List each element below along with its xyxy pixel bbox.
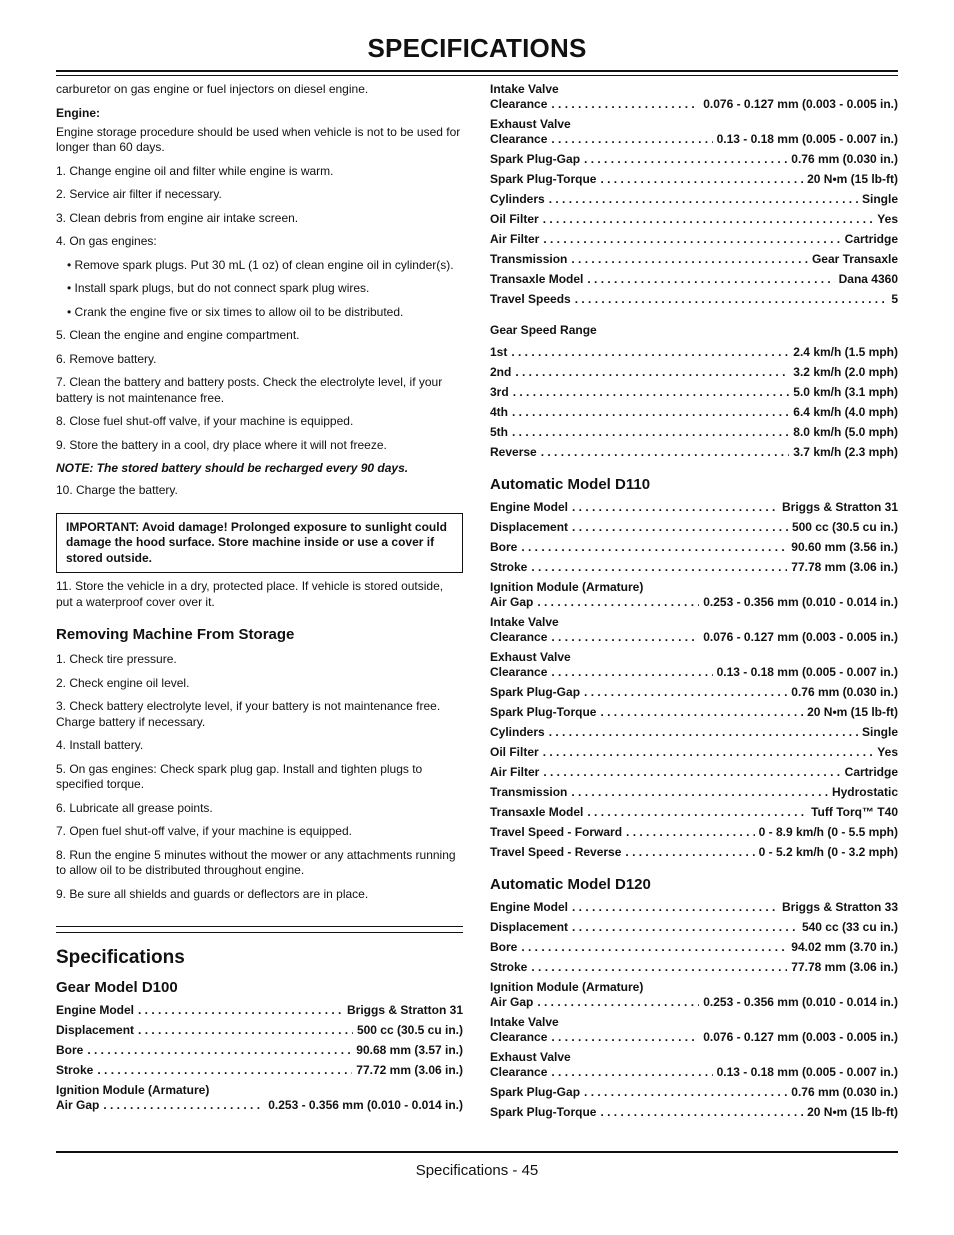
footer-rule: [56, 1151, 898, 1153]
battery-note: NOTE: The stored battery should be recharged every 90 days.: [56, 461, 409, 475]
gear-row: [490, 445, 898, 460]
leader-dots: [537, 595, 699, 610]
spec-row: [490, 1105, 898, 1120]
spec-label: Reverse: [490, 445, 537, 459]
spec-row: [490, 252, 898, 267]
page-title: SPECIFICATIONS: [367, 33, 587, 63]
removing-heading: Removing Machine From Storage: [56, 626, 295, 643]
spec-row: [490, 745, 898, 760]
spec-row: [490, 172, 898, 187]
spec-value: 20 N•m (15 lb-ft): [807, 705, 898, 719]
leader-dots: [600, 172, 803, 187]
spec-value: 0.253 - 0.356 mm (0.010 - 0.014 in.): [703, 995, 898, 1009]
spec-value: Tuff Torq™ T40: [811, 805, 898, 819]
right-column: [490, 82, 898, 1125]
spec-row-two-line: [490, 1015, 898, 1045]
spec-label: Cylinders: [490, 725, 545, 739]
spec-value: Hydrostatic: [831, 785, 898, 799]
spec-row: [490, 765, 898, 780]
gear-row: [490, 385, 898, 400]
spec-value: 0 - 8.9 km/h (0 - 5.5 mph): [758, 825, 898, 839]
spec-value: 3.7 km/h (2.3 mph): [793, 445, 898, 459]
spec-value: 90.60 mm (3.56 in.): [791, 540, 898, 554]
page-footer: Specifications - 45: [415, 1162, 539, 1179]
spec-value: 0.253 - 0.356 mm (0.010 - 0.014 in.): [268, 1098, 463, 1112]
leader-dots: [531, 560, 787, 575]
spec-row-two-line: [490, 650, 898, 680]
spec-value: Gear Transaxle: [811, 252, 898, 266]
spec-value: Cartridge: [844, 765, 898, 779]
spec-label: Travel Speeds: [490, 292, 571, 306]
leader-dots: [103, 1098, 264, 1113]
spec-value: 77.72 mm (3.06 in.): [356, 1063, 463, 1077]
leader-dots: [587, 272, 834, 287]
spec-label: Air Gap: [56, 1098, 100, 1112]
spec-label-top: Intake Valve: [490, 1015, 559, 1029]
spec-value: 0.076 - 0.127 mm (0.003 - 0.005 in.): [703, 97, 898, 111]
spec-label: Stroke: [56, 1063, 94, 1077]
spec-value: Dana 4360: [838, 272, 898, 286]
bullet-item: • Remove spark plugs. Put 30 mL (1 oz) of clean engine oil in cylinder(s).: [67, 257, 454, 272]
spec-row: [490, 920, 898, 935]
spec-row: [56, 1063, 463, 1078]
d100-heading: Gear Model D100: [56, 979, 178, 996]
leader-dots: [587, 805, 807, 820]
spec-value: 20 N•m (15 lb-ft): [807, 172, 898, 186]
leader-dots: [584, 1085, 787, 1100]
leader-dots: [572, 520, 788, 535]
spec-value: 20 N•m (15 lb-ft): [807, 1105, 898, 1119]
spec-label: Spark Plug-Torque: [490, 705, 597, 719]
spec-row: [490, 540, 898, 555]
spec-row: [490, 500, 898, 515]
spec-label: Spark Plug-Gap: [490, 1085, 581, 1099]
spec-row: [490, 560, 898, 575]
spec-label: Air Gap: [490, 995, 534, 1009]
storage-step: 10. Charge the battery.: [56, 483, 178, 497]
spec-value: 3.2 km/h (2.0 mph): [793, 365, 898, 379]
leader-dots: [521, 540, 787, 555]
spec-label: Oil Filter: [490, 745, 539, 759]
spec-row: [490, 825, 898, 840]
spec-value: 0.13 - 0.18 mm (0.005 - 0.007 in.): [716, 132, 898, 146]
removing-step: 3. Check battery electrolyte level, if your battery is not maintenance free. Charge battery if necessary.: [56, 699, 441, 729]
spec-row: [490, 705, 898, 720]
gear-range-heading: Gear Speed Range: [490, 323, 597, 337]
removing-step: 2. Check engine oil level.: [56, 675, 190, 690]
removing-step: 6. Lubricate all grease points.: [56, 800, 213, 815]
spec-label: 3rd: [490, 385, 509, 399]
leader-dots: [511, 345, 789, 360]
storage-step: 8. Close fuel shut-off valve, if your machine is equipped.: [56, 414, 354, 428]
spec-label: Stroke: [490, 960, 528, 974]
spec-row: [490, 940, 898, 955]
leader-dots: [551, 97, 699, 112]
left-column: [56, 82, 463, 1118]
d120-heading: Automatic Model D120: [490, 876, 651, 893]
spec-label: Spark Plug-Gap: [490, 685, 581, 699]
spec-label: Spark Plug-Torque: [490, 172, 597, 186]
spec-label-top: Ignition Module (Armature): [56, 1083, 210, 1097]
leader-dots: [543, 765, 840, 780]
leader-dots: [515, 365, 789, 380]
leader-dots: [551, 132, 712, 147]
leader-dots: [575, 292, 888, 307]
leader-dots: [549, 192, 858, 207]
spec-value: Single: [861, 192, 898, 206]
spec-value: 500 cc (30.5 cu in.): [356, 1023, 463, 1037]
spec-row-two-line: [490, 82, 898, 112]
removing-step: 4. Install battery.: [56, 738, 144, 752]
leader-dots: [572, 900, 778, 915]
spec-value: 0.076 - 0.127 mm (0.003 - 0.005 in.): [703, 630, 898, 644]
engine-text: Engine storage procedure should be used when vehicle is not to be used for longer than 60 days.: [56, 124, 461, 154]
leader-dots: [543, 232, 840, 247]
storage-step: 7. Clean the battery and battery posts. Check the electrolyte level, if your battery is not maintenance free.: [56, 375, 443, 405]
spec-value: 2.4 km/h (1.5 mph): [793, 345, 898, 359]
spec-label: Spark Plug-Gap: [490, 152, 581, 166]
spec-label: 2nd: [490, 365, 512, 379]
spec-row: [490, 845, 898, 860]
leader-dots: [572, 920, 798, 935]
leader-dots: [584, 152, 787, 167]
spec-label: Bore: [490, 540, 518, 554]
spec-label-top: Exhaust Valve: [490, 117, 571, 131]
spec-row: [490, 685, 898, 700]
spec-label: Spark Plug-Torque: [490, 1105, 597, 1119]
spec-value: Single: [861, 725, 898, 739]
spec-row: [490, 960, 898, 975]
spec-label: Clearance: [490, 630, 548, 644]
header-rule-thin: [56, 75, 898, 76]
spec-row: [490, 1085, 898, 1100]
spec-row: [490, 192, 898, 207]
spec-label: Air Gap: [490, 595, 534, 609]
leader-dots: [543, 212, 874, 227]
spec-value: 0.13 - 0.18 mm (0.005 - 0.007 in.): [716, 1065, 898, 1079]
spec-label: Cylinders: [490, 192, 545, 206]
storage-step: 11. Store the vehicle in a dry, protected place. If vehicle is stored outside, put a waterproof cover over it.: [56, 579, 444, 609]
removing-step: 1. Check tire pressure.: [56, 652, 177, 666]
spec-value: Cartridge: [844, 232, 898, 246]
leader-dots: [584, 685, 787, 700]
leader-dots: [541, 445, 790, 460]
leader-dots: [521, 940, 787, 955]
spec-label: Clearance: [490, 1030, 548, 1044]
spec-row: [490, 232, 898, 247]
spec-row: [490, 520, 898, 535]
leader-dots: [537, 995, 699, 1010]
spec-label-top: Ignition Module (Armature): [490, 980, 644, 994]
spec-value: Yes: [877, 212, 898, 226]
spec-value: 6.4 km/h (4.0 mph): [793, 405, 898, 419]
spec-value: 5: [891, 292, 898, 306]
leader-dots: [600, 705, 803, 720]
spec-label-top: Intake Valve: [490, 615, 559, 629]
spec-label: 1st: [490, 345, 508, 359]
spec-value: 90.68 mm (3.57 in.): [356, 1043, 463, 1057]
spec-label: Engine Model: [56, 1003, 134, 1017]
spec-row: [490, 725, 898, 740]
storage-step: 2. Service air filter if necessary.: [56, 187, 222, 201]
spec-value: 0.13 - 0.18 mm (0.005 - 0.007 in.): [716, 665, 898, 679]
engine-label: Engine:: [56, 105, 100, 120]
spec-value: 5.0 km/h (3.1 mph): [793, 385, 898, 399]
spec-label: Bore: [490, 940, 518, 954]
storage-step: 1. Change engine oil and filter while engine is warm.: [56, 163, 334, 178]
spec-value: 0.76 mm (0.030 in.): [791, 152, 898, 166]
spec-label-top: Exhaust Valve: [490, 650, 571, 664]
spec-row: [490, 785, 898, 800]
spec-row-two-line: [56, 1083, 463, 1113]
removing-step: 7. Open fuel shut-off valve, if your machine is equipped.: [56, 824, 352, 838]
spec-label: Engine Model: [490, 500, 568, 514]
leader-dots: [551, 1030, 699, 1045]
spec-label: Transaxle Model: [490, 805, 584, 819]
gear-row: [490, 365, 898, 380]
leader-dots: [551, 1065, 712, 1080]
spec-label: Bore: [56, 1043, 84, 1057]
spec-label: Clearance: [490, 132, 548, 146]
spec-value: 0.076 - 0.127 mm (0.003 - 0.005 in.): [703, 1030, 898, 1044]
leader-dots: [572, 500, 778, 515]
spec-label: Travel Speed - Reverse: [490, 845, 622, 859]
spec-value: Briggs & Stratton 33: [781, 900, 898, 914]
leader-dots: [138, 1023, 353, 1038]
spec-label: Transmission: [490, 785, 568, 799]
storage-step: 4. On gas engines:: [56, 234, 157, 248]
spec-row-two-line: [490, 1050, 898, 1080]
spec-row-two-line: [490, 117, 898, 147]
storage-step: 9. Store the battery in a cool, dry place where it will not freeze.: [56, 437, 387, 452]
specifications-heading: Specifications: [56, 947, 185, 968]
spec-value: 94.02 mm (3.70 in.): [791, 940, 898, 954]
spec-value: 540 cc (33 cu in.): [801, 920, 898, 934]
leader-dots: [531, 960, 787, 975]
gear-row: [490, 425, 898, 440]
storage-step: 5. Clean the engine and engine compartment.: [56, 328, 300, 342]
storage-step: 3. Clean debris from engine air intake screen.: [56, 210, 299, 225]
spec-value: Briggs & Stratton 31: [781, 500, 898, 514]
spec-row-two-line: [490, 615, 898, 645]
spec-row: [490, 152, 898, 167]
spec-label-top: Ignition Module (Armature): [490, 580, 644, 594]
gear-row: [490, 345, 898, 360]
bullet-item: • Crank the engine five or six times to allow oil to be distributed.: [67, 304, 404, 319]
section-divider: [56, 926, 463, 933]
leader-dots: [551, 665, 712, 680]
gear-row: [490, 405, 898, 420]
spec-row: [490, 272, 898, 287]
bullet-item: • Install spark plugs, but do not connect spark plug wires.: [67, 281, 370, 295]
d110-heading: Automatic Model D110: [490, 476, 651, 493]
leader-dots: [571, 785, 828, 800]
spec-label-top: Intake Valve: [490, 82, 559, 96]
spec-value: 0.253 - 0.356 mm (0.010 - 0.014 in.): [703, 595, 898, 609]
spec-label: Displacement: [490, 920, 569, 934]
removing-step: 8. Run the engine 5 minutes without the mower or any attachments running to allow oil to be distributed throughout engine.: [56, 847, 456, 877]
spec-row: [56, 1023, 463, 1038]
spec-label: 5th: [490, 425, 508, 439]
leader-dots: [625, 845, 754, 860]
leader-dots: [512, 425, 789, 440]
spec-row: [490, 900, 898, 915]
spec-row-two-line: [490, 580, 898, 610]
important-box: IMPORTANT: Avoid damage! Prolonged exposure to sunlight could damage the hood surface. Store machine inside or use a cover if stored outside.: [56, 513, 463, 574]
intro-text: carburetor on gas engine or fuel injectors on diesel engine.: [56, 82, 369, 96]
leader-dots: [97, 1063, 352, 1078]
leader-dots: [138, 1003, 343, 1018]
leader-dots: [551, 630, 699, 645]
spec-label: Engine Model: [490, 900, 568, 914]
spec-label: Displacement: [490, 520, 569, 534]
spec-value: 0 - 5.2 km/h (0 - 3.2 mph): [758, 845, 898, 859]
removing-step: 5. On gas engines: Check spark plug gap. Install and tighten plugs to specified torque.: [56, 761, 423, 791]
leader-dots: [513, 385, 790, 400]
spec-label: Air Filter: [490, 765, 540, 779]
spec-row: [490, 805, 898, 820]
spec-value: 500 cc (30.5 cu in.): [791, 520, 898, 534]
leader-dots: [571, 252, 808, 267]
spec-value: 77.78 mm (3.06 in.): [791, 560, 898, 574]
spec-row: [490, 212, 898, 227]
spec-label: Stroke: [490, 560, 528, 574]
spec-value: Yes: [877, 745, 898, 759]
spec-label: Oil Filter: [490, 212, 539, 226]
leader-dots: [549, 725, 858, 740]
spec-value: 0.76 mm (0.030 in.): [791, 1085, 898, 1099]
spec-value: 8.0 km/h (5.0 mph): [793, 425, 898, 439]
spec-row: [56, 1043, 463, 1058]
spec-label: Clearance: [490, 665, 548, 679]
spec-row: [56, 1003, 463, 1018]
header-rule: [56, 70, 898, 72]
spec-value: 77.78 mm (3.06 in.): [791, 960, 898, 974]
leader-dots: [626, 825, 755, 840]
spec-row: [490, 292, 898, 307]
spec-label: Transmission: [490, 252, 568, 266]
leader-dots: [512, 405, 789, 420]
leader-dots: [600, 1105, 803, 1120]
spec-label: 4th: [490, 405, 508, 419]
spec-label: Clearance: [490, 97, 548, 111]
storage-step: 6. Remove battery.: [56, 351, 157, 366]
leader-dots: [543, 745, 874, 760]
removing-step: 9. Be sure all shields and guards or deflectors are in place.: [56, 886, 369, 901]
leader-dots: [87, 1043, 352, 1058]
spec-label: Air Filter: [490, 232, 540, 246]
spec-label: Displacement: [56, 1023, 135, 1037]
spec-label: Travel Speed - Forward: [490, 825, 623, 839]
spec-row-two-line: [490, 980, 898, 1010]
spec-value: 0.76 mm (0.030 in.): [791, 685, 898, 699]
spec-label: Transaxle Model: [490, 272, 584, 286]
spec-value: Briggs & Stratton 31: [346, 1003, 463, 1017]
spec-label: Clearance: [490, 1065, 548, 1079]
spec-label-top: Exhaust Valve: [490, 1050, 571, 1064]
